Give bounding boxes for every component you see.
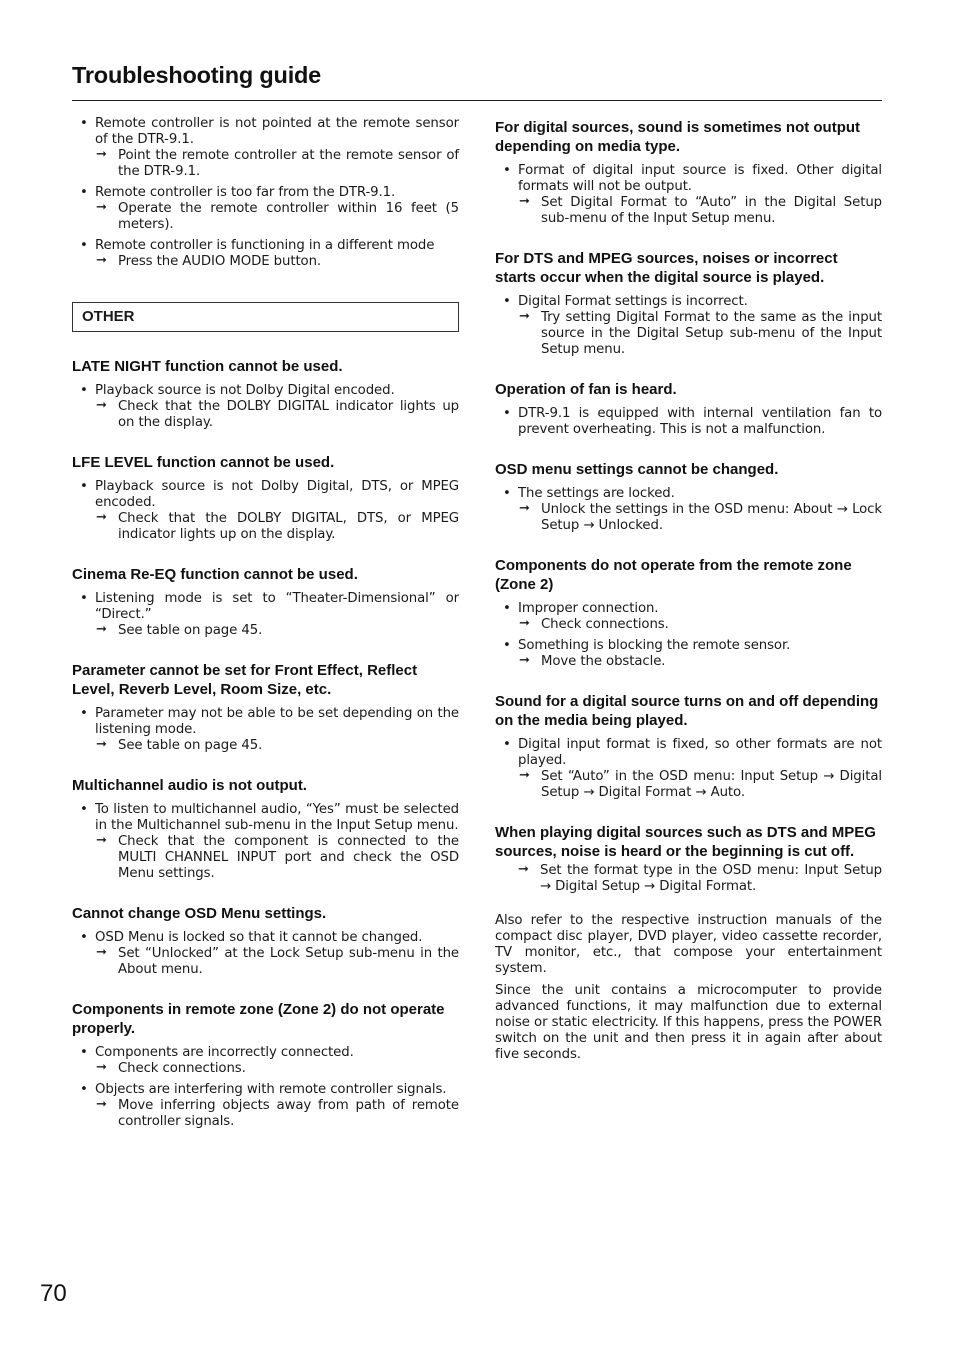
remedy	[518, 502, 882, 534]
list-item	[495, 294, 882, 358]
section-heading: LFE LEVEL function cannot be used.	[72, 454, 335, 471]
remedy	[95, 738, 459, 754]
remedy-text: See table on page 45.	[118, 738, 263, 753]
section-heading: Sound for a digital source turns on and off depending on the media being played.	[495, 693, 879, 729]
section-heading: For digital sources, sound is sometimes not output depending on media type.	[495, 119, 861, 155]
arrow-right-icon: ➞	[519, 653, 530, 668]
list-item	[72, 383, 459, 431]
section-list	[495, 163, 882, 227]
issue-text: • Something is blocking the remote sensor.	[518, 638, 791, 653]
issue-text: • DTR-9.1 is equipped with internal ventilation fan to prevent overheating. This is not a malfunction.	[518, 406, 882, 437]
arrow-right-icon: ➞	[96, 510, 107, 525]
section-lfe-level	[72, 453, 459, 543]
section-list	[72, 479, 459, 543]
list-item	[72, 185, 459, 233]
section-list	[495, 294, 882, 358]
remedy	[95, 254, 459, 270]
arrow-right-icon: ➞	[96, 253, 107, 268]
arrow-right-icon: ➞	[519, 501, 530, 516]
section-list	[72, 383, 459, 431]
section-list	[72, 591, 459, 639]
section-list	[495, 406, 882, 438]
section-heading: Cinema Re-EQ function cannot be used.	[72, 566, 358, 583]
remedy	[518, 310, 882, 358]
section-heading: Cannot change OSD Menu settings.	[72, 905, 327, 922]
remedy-text: Check connections.	[541, 617, 669, 632]
issue-text: • Objects are interfering with remote controller signals.	[95, 1082, 447, 1097]
section-osd-settings	[495, 460, 882, 534]
remedy-text: Press the AUDIO MODE button.	[118, 254, 322, 269]
section-heading: LATE NIGHT function cannot be used.	[72, 358, 343, 375]
list-item	[495, 486, 882, 534]
remedy-text: Check that the DOLBY DIGITAL, DTS, or MPEG indicator lights up on the display.	[118, 511, 459, 542]
section-heading: Operation of fan is heard.	[495, 381, 677, 398]
issue-text: • OSD Menu is locked so that it cannot be changed.	[95, 930, 423, 945]
section-cinema-re-eq	[72, 565, 459, 639]
issue-text: • Listening mode is set to “Theater-Dimensional” or “Direct.”	[95, 591, 459, 622]
arrow-right-icon: ➞	[96, 1097, 107, 1112]
list-item	[495, 163, 882, 227]
section-dts-mpeg-cutoff	[495, 823, 882, 895]
issue-text: • Remote controller is functioning in a different mode	[95, 238, 435, 253]
section-digital-media-type	[495, 118, 882, 227]
list-item	[495, 406, 882, 438]
remedy	[95, 399, 459, 431]
list-item	[72, 116, 459, 180]
section-heading: OSD menu settings cannot be changed.	[495, 461, 779, 478]
section-list	[72, 802, 459, 882]
remedy	[95, 1098, 459, 1130]
remedy-text: Operate the remote controller within 16 feet (5 meters).	[118, 201, 459, 232]
remedy-text: Check that the component is connected to the MULTI CHANNEL INPUT port and check the OSD Menu settings.	[118, 834, 459, 881]
issue-text: • Digital input format is fixed, so other formats are not played.	[518, 737, 882, 768]
section-parameter	[72, 661, 459, 754]
issue-text: • Components are incorrectly connected.	[95, 1045, 354, 1060]
remedy-text: Set “Unlocked” at the Lock Setup sub-menu in the About menu.	[118, 946, 459, 977]
right-column	[495, 118, 882, 1069]
paragraph: Since the unit contains a microcomputer to provide advanced functions, it may malfunction due to external noise or static electricity. If this happens, press the POWER switch on the unit and then press it in again after about five seconds.	[495, 983, 882, 1062]
issue-text: • Parameter may not be able to be set depending on the listening mode.	[95, 706, 459, 737]
section-list	[72, 706, 459, 754]
issue-text: • Digital Format settings is incorrect.	[518, 294, 748, 309]
remedy-text: Set the format type in the OSD menu: Input Setup → Digital Setup → Digital Format.	[540, 863, 882, 894]
remedy-text: Check that the DOLBY DIGITAL indicator lights up on the display.	[118, 399, 459, 430]
issue-text: • Format of digital input source is fixed. Other digital formats will not be output.	[518, 163, 882, 194]
remedy-text: Check connections.	[118, 1061, 246, 1076]
remedy	[95, 834, 459, 882]
issue-text: • To listen to multichannel audio, “Yes” must be selected in the Multichannel sub-menu in the Input Setup menu.	[95, 802, 459, 833]
issue-text: • Playback source is not Dolby Digital encoded.	[95, 383, 395, 398]
remote-controller-list	[72, 116, 459, 270]
paragraph: Also refer to the respective instruction manuals of the compact disc player, DVD player, video cassette recorder, TV monitor, etc., that compose your entertainment system.	[495, 913, 882, 976]
list-item	[495, 737, 882, 801]
remedy-text: See table on page 45.	[118, 623, 263, 638]
arrow-right-icon: ➞	[96, 622, 107, 637]
section-fan-noise	[495, 380, 882, 438]
remedy	[95, 201, 459, 233]
title-rule	[72, 100, 882, 101]
arrow-right-icon: ➞	[96, 737, 107, 752]
section-heading: Multichannel audio is not output.	[72, 777, 307, 794]
remedy-text: Move the obstacle.	[541, 654, 666, 669]
list-item	[72, 930, 459, 978]
list-item	[72, 238, 459, 270]
arrow-right-icon: ➞	[519, 194, 530, 209]
remedy	[518, 195, 882, 227]
section-list	[495, 601, 882, 670]
section-late-night	[72, 357, 459, 431]
section-osd-menu-locked	[72, 904, 459, 978]
remedy	[518, 654, 882, 670]
remedy-text: Set Digital Format to “Auto” in the Digital Setup sub-menu of the Input Setup menu.	[541, 195, 882, 226]
section-heading: Parameter cannot be set for Front Effect, Reflect Level, Reverb Level, Room Size, etc.	[72, 662, 418, 698]
arrow-right-icon: ➞	[518, 862, 529, 877]
arrow-right-icon: ➞	[96, 200, 107, 215]
arrow-right-icon: ➞	[96, 945, 107, 960]
list-item	[72, 706, 459, 754]
remedy	[95, 1061, 459, 1077]
section-list	[72, 1045, 459, 1130]
section-multichannel	[72, 776, 459, 882]
list-item	[72, 1045, 459, 1077]
section-list	[495, 486, 882, 534]
remedy	[95, 511, 459, 543]
remedy	[95, 623, 459, 639]
remedy-text: Try setting Digital Format to the same as the input source in the Digital Setup sub-menu of the Input Setup menu.	[541, 310, 882, 357]
section-heading: When playing digital sources such as DTS and MPEG sources, noise is heard or the beginning is cut off.	[495, 824, 876, 860]
list-item	[72, 802, 459, 882]
section-zone2-components	[72, 1000, 459, 1130]
arrow-right-icon: ➞	[519, 768, 530, 783]
arrow-right-icon: ➞	[519, 616, 530, 631]
remedy	[95, 946, 459, 978]
remedy-text: Set “Auto” in the OSD menu: Input Setup → Digital Setup → Digital Format → Auto.	[541, 769, 882, 800]
issue-text: • The settings are locked.	[518, 486, 675, 501]
arrow-right-icon: ➞	[96, 1060, 107, 1075]
section-dts-mpeg-noise	[495, 249, 882, 358]
list-item	[72, 591, 459, 639]
section-heading: Components in remote zone (Zone 2) do not operate properly.	[72, 1001, 445, 1037]
remedy-text: Point the remote controller at the remote sensor of the DTR-9.1.	[118, 148, 459, 179]
section-heading: Components do not operate from the remote zone (Zone 2)	[495, 557, 852, 593]
issue-text: • Improper connection.	[518, 601, 659, 616]
page-title: Troubleshooting guide	[72, 62, 322, 88]
page-number: 70	[40, 1280, 67, 1307]
list-item	[495, 601, 882, 633]
section-list	[72, 930, 459, 978]
section-digital-on-off	[495, 692, 882, 801]
list-item	[72, 479, 459, 543]
arrow-right-icon: ➞	[96, 833, 107, 848]
remedy-text: Unlock the settings in the OSD menu: About → Lock Setup → Unlocked.	[541, 502, 882, 533]
issue-text: • Remote controller is not pointed at the remote sensor of the DTR-9.1.	[95, 116, 459, 147]
remedy	[518, 769, 882, 801]
list-item	[495, 638, 882, 670]
remedy	[518, 617, 882, 633]
section-zone2-remote	[495, 556, 882, 670]
issue-text: • Remote controller is too far from the DTR-9.1.	[95, 185, 396, 200]
remedy	[495, 863, 882, 895]
arrow-right-icon: ➞	[519, 309, 530, 324]
remedy	[95, 148, 459, 180]
arrow-right-icon: ➞	[96, 147, 107, 162]
section-list	[495, 737, 882, 801]
arrow-right-icon: ➞	[96, 398, 107, 413]
remedy-text: Move inferring objects away from path of remote controller signals.	[118, 1098, 459, 1129]
section-heading: For DTS and MPEG sources, noises or incorrect starts occur when the digital source is played.	[495, 250, 838, 286]
list-item	[72, 1082, 459, 1130]
left-column	[72, 116, 459, 1152]
other-section-label: OTHER	[72, 302, 459, 332]
issue-text: • Playback source is not Dolby Digital, DTS, or MPEG encoded.	[95, 479, 459, 510]
